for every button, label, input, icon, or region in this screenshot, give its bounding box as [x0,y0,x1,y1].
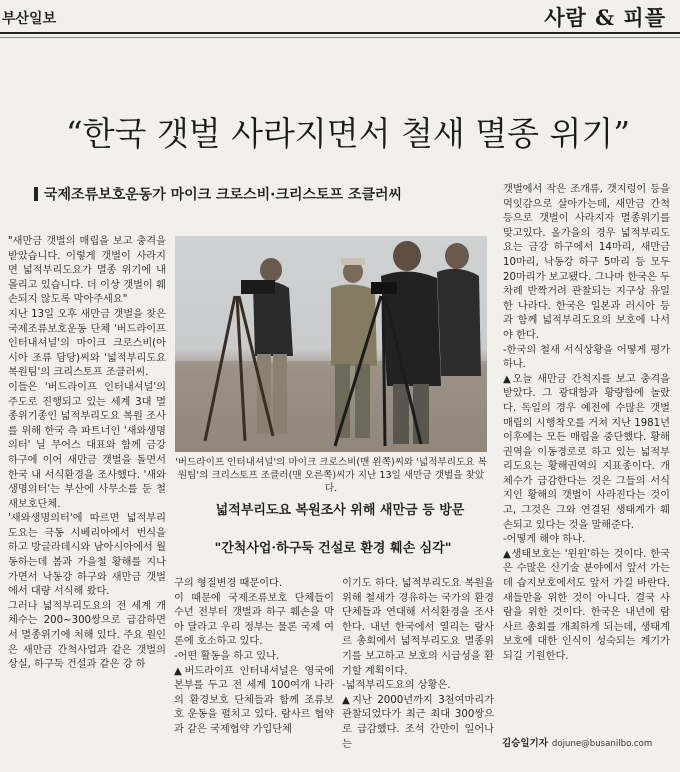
paragraph: -한국의 철새 서식상황을 어떻게 평가하나. [503,344,670,371]
reporter-name: 김승일기자 [502,738,548,749]
header-rule [0,37,680,38]
byline [502,735,674,749]
paragraph: 지난 13일 오후 새만금 갯벌을 찾은 국제조류보호운동 단체 '버드라이프 인터내셔널'의 마이크 크로스비(아시아 조류 담당)씨와 '넓적부리도요 복원팀'의 크리스토프 조클러씨. [8,308,166,379]
paragraph: -어떤 활동을 하고 있나. [174,650,280,662]
paragraph: 갯벌에서 작은 조개류, 갯지렁이 등을 먹잇감으로 살아가는데, 새만금 간척 등으로 갯벌이 사라지자 멸종위기를 맞고있다. 올가을의 경우 넓적부리도요는 금강 하구에서 14마리, 새만금 10마리, 낙동강 하구 5마리 등 모두 20마리가 보고됐다. 그나마 한국은 두 차례 반짝거려 관찰되는 지구상 유일한 나라다. 한국은 일본과 러시아 등과 함께 넓적부리도요의 보호에 나서야 한다. [503,184,670,341]
paragraph: 이 때문에 국제조류보호 단체들이 수년 전부터 갯벌과 하구 훼손을 막아 달라고 우리 정부는 물론 국제 여론에 호소하고 있다. [174,592,334,648]
section-name: 사람 & 피플 [544,5,666,30]
news-photo [175,236,487,452]
paragraph: -어떻게 해야 하나. [503,534,586,546]
headline: “한국 갯벌 사라지면서 철새 멸종 위기” [65,114,631,153]
paragraph: '새와생명의터'에 따르면 넓적부리도요는 극동 시베리아에서 번식을 하고 방글라데시와 남아시아에서 월동하는데 봄과 가을철 황해를 지나가면서 낙동강 하구와 새만금 갯벌에서 대량 서식해 왔다. [8,513,166,598]
masthead [0,0,680,34]
subhead-text: 국제조류보호운동가 마이크 크로스비·크리스토프 조클러씨 [44,187,403,203]
article-column-2 [174,577,334,749]
paragraph: ▲오늘 새만금 간척지를 보고 충격을 받았다. 그 광대함과 황량함에 놀랐다. 독일의 경우 예전에 수많은 갯벌 매립의 시행착오를 거쳐 지난 1981년 이후에는 모든 매립을 중단했다. 황해권역을 이동경로로 하고 있는 넓적부리도요는 황해권역의 지표종이다. 개체수가 급감한다는 것은 그들의 서식지인 황해의 갯벌이 사라진다는 것이고, 그것은 그와 연결된 생태계가 훼손되고 있다는 것을 말해준다. [503,373,670,531]
reporter-email: dojune@busanilbo.com [551,739,653,749]
paragraph: ▲지난 2000년까지 3천여마리가 관찰되었다가 최근 최대 300쌍으로 급감했다. 조석 간만이 일어나는 [342,694,494,749]
kicker-visit: 넓적부리도요 복원조사 위해 새만금 등 방문 [215,503,465,518]
subhead-bar [34,187,38,201]
paragraph: 그러나 넓적부리도요의 전 세계 개체수는 200~300쌍으로 급감하면서 멸종위기에 처해 있다. 주요 원인은 새만금 간척사업과 같은 갯벌의 상실, 하구둑 건설과 같은 강 하 [8,600,166,671]
paragraph: 구의 형질변경 때문이다. [174,578,283,589]
paragraph: -넓적부리도요의 상황은. [342,680,451,692]
paper-name: 부산일보 [2,11,57,27]
photo-illustration [175,236,487,452]
paragraph: 이들은 '버드라이프 인터내셔널'의 주도로 진행되고 있는 세계 3대 멸종위기종인 넓적부리도요 복원 조사를 위해 한국 측 파트너인 '새와생명의터' 닐 무어스 대표와 함께 금강 하구에 이어 새만금 갯벌을 돌면서 한국 내 서식환경을 조사했다. '새와생명의터'는 부산에 사무소를 둔 철새보호단체. [8,381,166,510]
subhead [34,184,402,204]
paragraph: 이기도 하다. 넓적부리도요 복원을 위해 철새가 경유하는 국가의 환경단체들과 연대해 서식환경을 조사한다. 내년 한국에서 열리는 람사르 총회에서 넓적부리도요 멸종위기를 보고하고 보호의 시급성을 환기할 계획이다. [342,578,494,677]
kicker-quote: "간척사업·하구둑 건설로 환경 훼손 심각" [214,541,452,556]
paragraph: "새만금 갯벌의 매립을 보고 충격을 받았습니다. 이렇게 갯벌이 사라지면 넓적부리도요가 멸종 위기에 내몰리고 있습니다. 더 이상 갯벌이 훼손되지 않도록 막아주세요" [8,236,166,306]
article-column-3 [342,577,494,749]
article-column-1 [8,235,166,749]
photo-caption: '버드라이프 인터내셔널'의 마이크 크로스비(맨 왼쪽)씨와 '넓적부리도요 복원팀'의 크리스토프 조클러(맨 오른쪽)씨가 지난 13일 새만금 갯벌을 찾았다. [175,457,487,494]
article-column-4 [503,183,670,743]
paragraph: ▲버드라이프 인터내셔널은 영국에 본부를 두고 전 세계 100여개 나라의 환경보호 단체들과 함께 조류보호 운동을 펼치고 있다. 람사르 협약과 같은 국제협약 가입단체 [174,665,334,735]
paragraph: ▲생태보호는 '윈윈'하는 것이다. 한국은 수많은 신기술 분야에서 앞서 가는데 습지보호에서도 앞서 가길 바란다. 새들만을 위한 것이 아니다. 결국 사람을 위한 것이다. 한국은 내년에 람사르 총회를 개최하게 되는데, 생태계 보호에 대한 인식이 성숙되는 계기가 되길 기원한다. [503,548,670,662]
